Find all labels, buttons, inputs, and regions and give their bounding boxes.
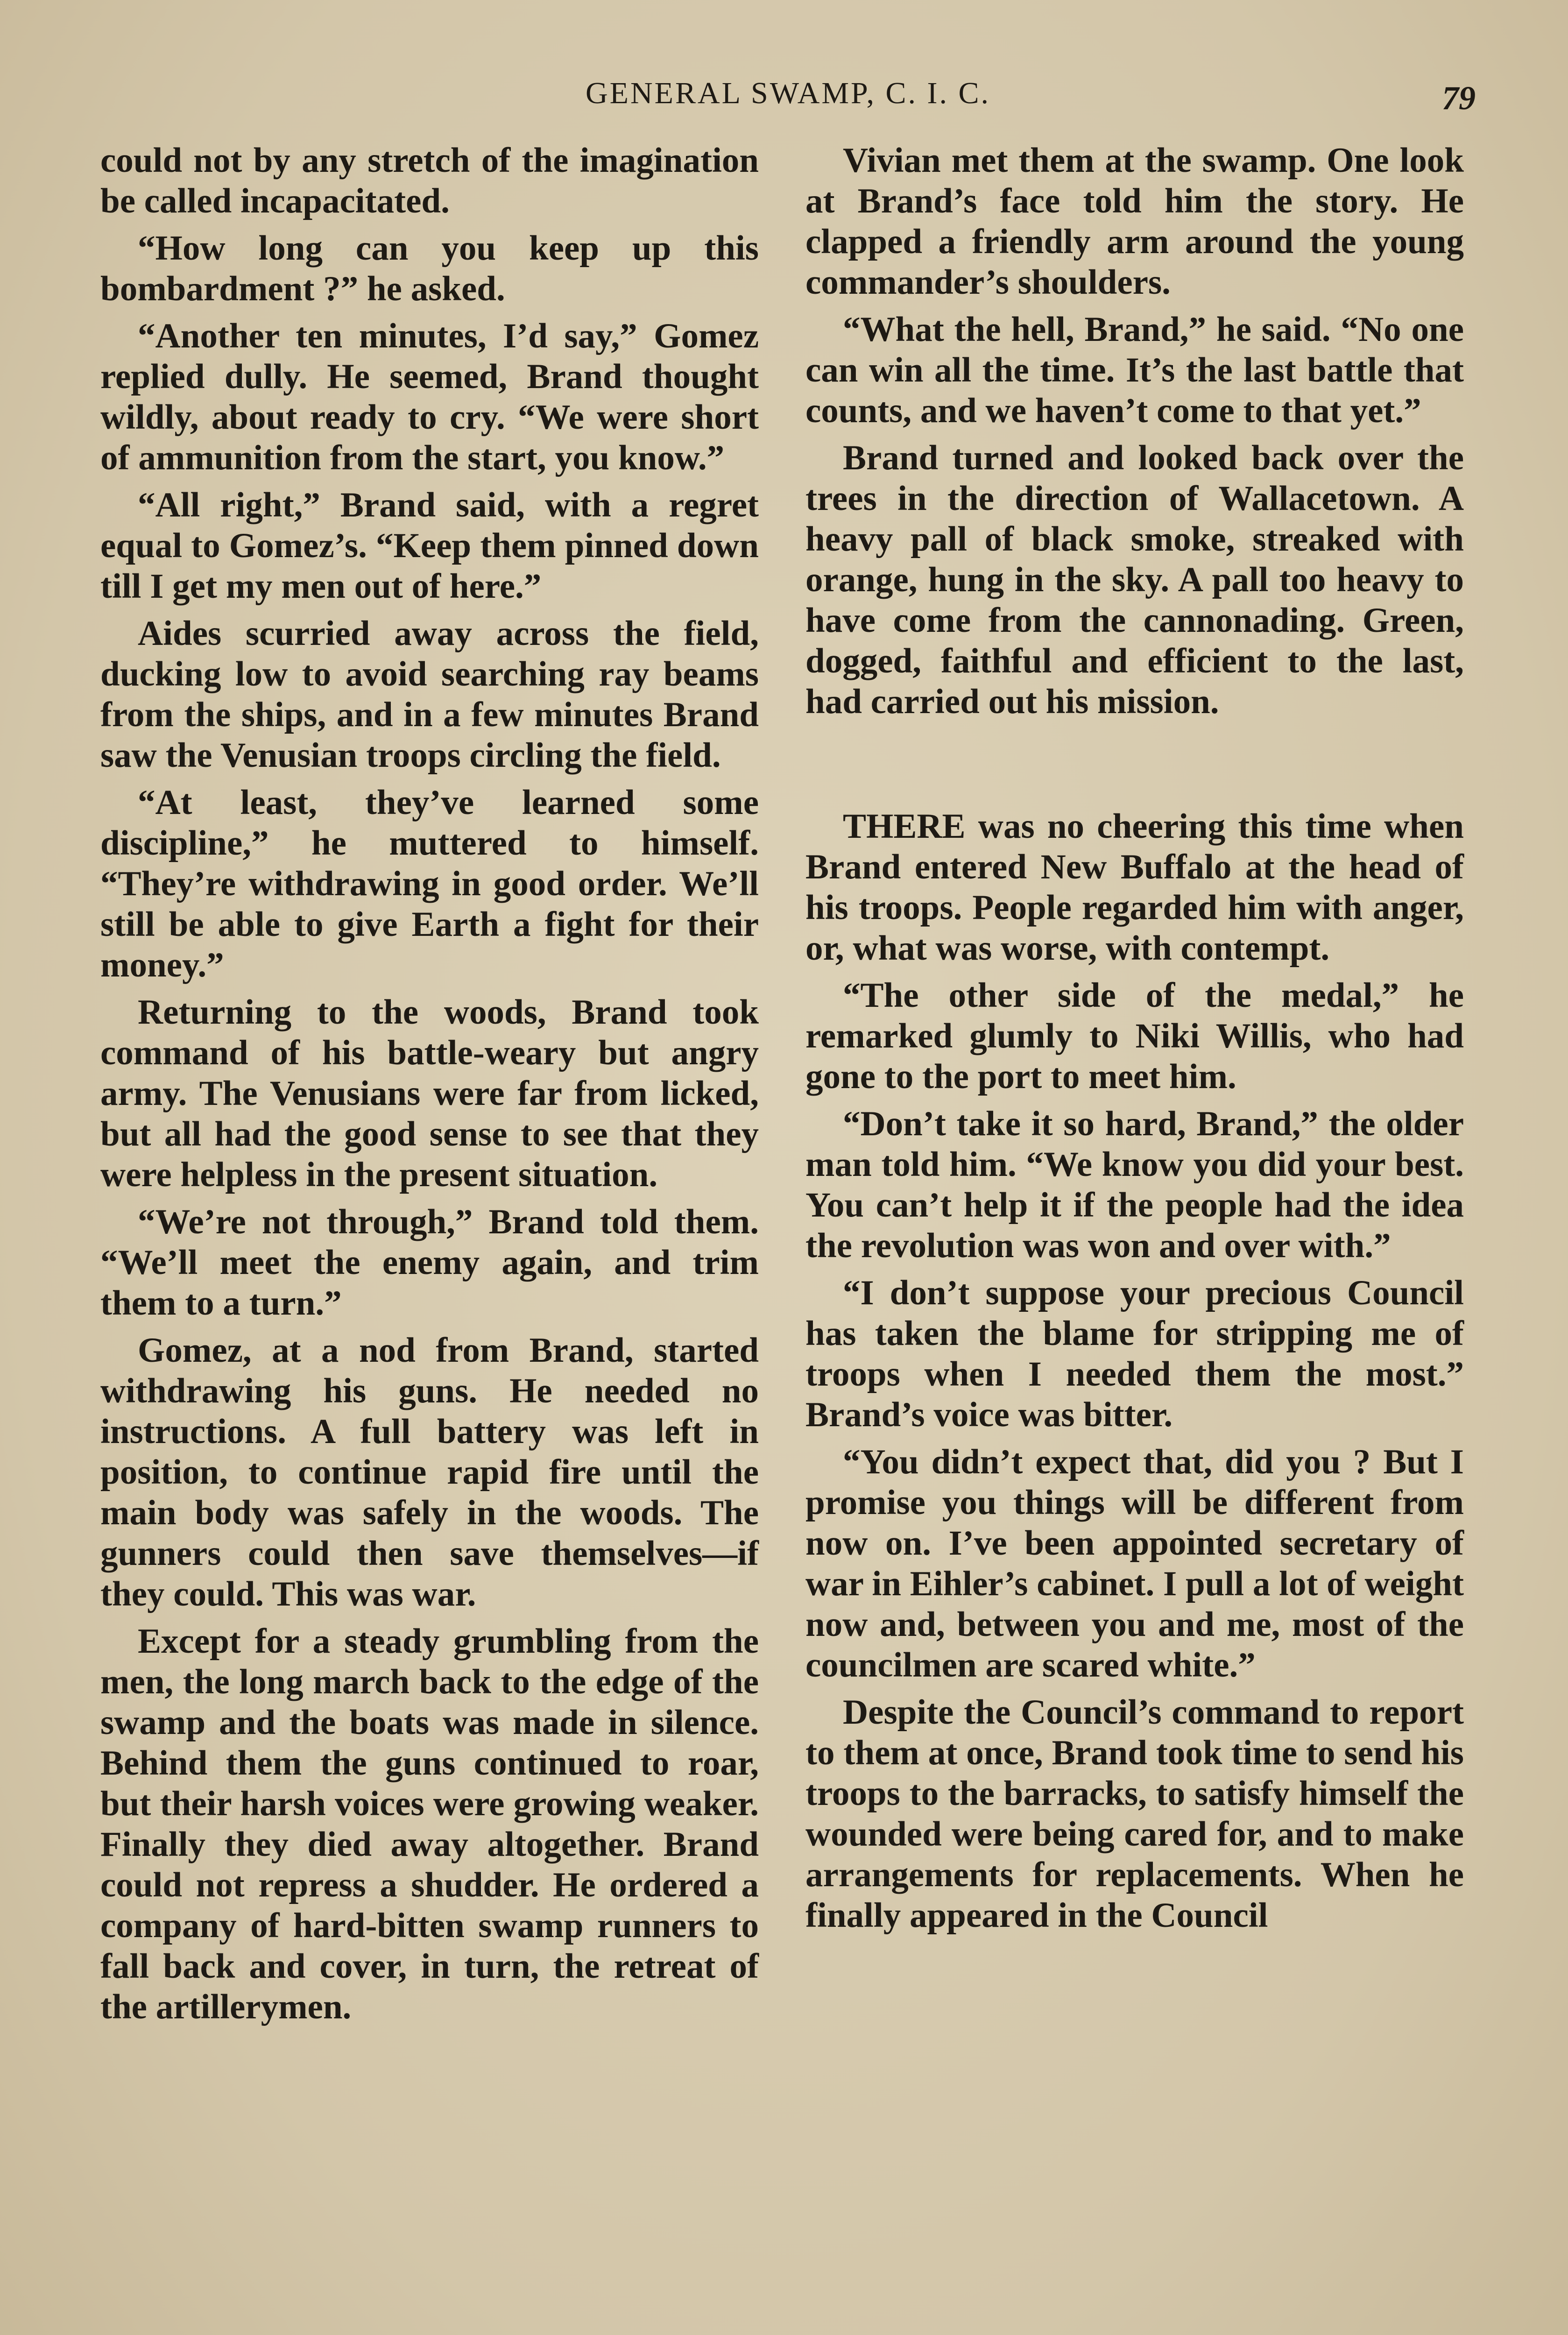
left-column	[100, 140, 759, 2034]
running-title: GENERAL SWAMP, C. I. C.	[586, 76, 990, 110]
paragraph: “Don’t take it so hard, Brand,” the older man told him. “We know you did your best. You can’t help it if the people had the idea the revolution was won and over with.”	[805, 1104, 1464, 1265]
paragraph: “You didn’t expect that, did you ? But I promise you things will be different from now on. I’ve been appointed secretary of war in Eihler’s cabinet. I pull a lot of weight now and, between you and me, most of the councilmen are scared white.”	[805, 1443, 1464, 1684]
paragraph: “What the hell, Brand,” he said. “No one can win all the time. It’s the last battle that counts, and we haven’t come to that yet.”	[805, 310, 1464, 430]
paragraph: “All right,” Brand said, with a regret equal to Gomez’s. “Keep them pinned down till I get my men out of here.”	[100, 486, 759, 606]
section-opening-paragraph: THERE was no cheering this time when Brand entered New Buffalo at the head of his troops. People regarded him with anger, or, what was worse, with contempt.	[805, 807, 1464, 968]
page-header	[100, 70, 1476, 126]
paragraph: “At least, they’ve learned some discipline,” he muttered to himself. “They’re withdrawing in good order. We’ll still be able to give Earth a fight for their money.”	[100, 783, 759, 984]
page-number: 79	[1442, 79, 1476, 117]
paragraph: could not by any stretch of the imagination be called incapacitated.	[100, 141, 759, 220]
paragraph: Except for a steady grumbling from the men, the long march back to the edge of the swamp and the boats was made in silence. Behind them the guns continued to roar, but their harsh voices were growing weaker. Finally they died away altogether. Brand could not repress a shudder. He ordered a company of hard-bitten swamp runners to fall back and cover, in turn, the retreat of the artillerymen.	[100, 1622, 759, 2026]
paragraph: Despite the Council’s command to report to them at once, Brand took time to send his troops to the barracks, to satisfy himself the wounded were being cared for, and to make arrangements for replacements. When he finally appeared in the Council	[805, 1693, 1464, 1935]
paragraph: “The other side of the medal,” he remarked glumly to Niki Willis, who had gone to the port to meet him.	[805, 976, 1464, 1096]
paragraph: “We’re not through,” Brand told them. “We’ll meet the enemy again, and trim them to a turn.”	[100, 1203, 759, 1323]
right-column	[805, 140, 1464, 1942]
paragraph: “Another ten minutes, I’d say,” Gomez replied dully. He seemed, Brand thought wildly, about ready to cry. “We were short of ammunition from the start, you know.”	[100, 317, 759, 477]
paragraph: “I don’t suppose your precious Council has taken the blame for stripping me of troops when I needed them the most.” Brand’s voice was bitter.	[805, 1274, 1464, 1434]
paragraph: Returning to the woods, Brand took command of his battle-weary but angry army. The Venusians were far from licked, but all had the good sense to see that they were helpless in the present situation.	[100, 993, 759, 1194]
paragraph: Brand turned and looked back over the trees in the direction of Wallacetown. A heavy pall of black smoke, streaked with orange, hung in the sky. A pall too heavy to have come from the cannonading. Green, dogged, faithful and efficient to the last, had carried out his mission.	[805, 439, 1464, 721]
paragraph: “How long can you keep up this bombardment ?” he asked.	[100, 229, 759, 308]
paragraph: Gomez, at a nod from Brand, started withdrawing his guns. He needed no instructions. A full battery was left in position, to continue rapid fire until the main body was safely in the woods. The gunners could then save themselves—if they could. This was war.	[100, 1331, 759, 1613]
paragraph: Vivian met them at the swamp. One look at Brand’s face told him the story. He clapped a friendly arm around the young commander’s shoulders.	[805, 141, 1464, 302]
paragraph: Aides scurried away across the field, ducking low to avoid searching ray beams from the ships, and in a few minutes Brand saw the Venusian troops circling the field.	[100, 614, 759, 775]
